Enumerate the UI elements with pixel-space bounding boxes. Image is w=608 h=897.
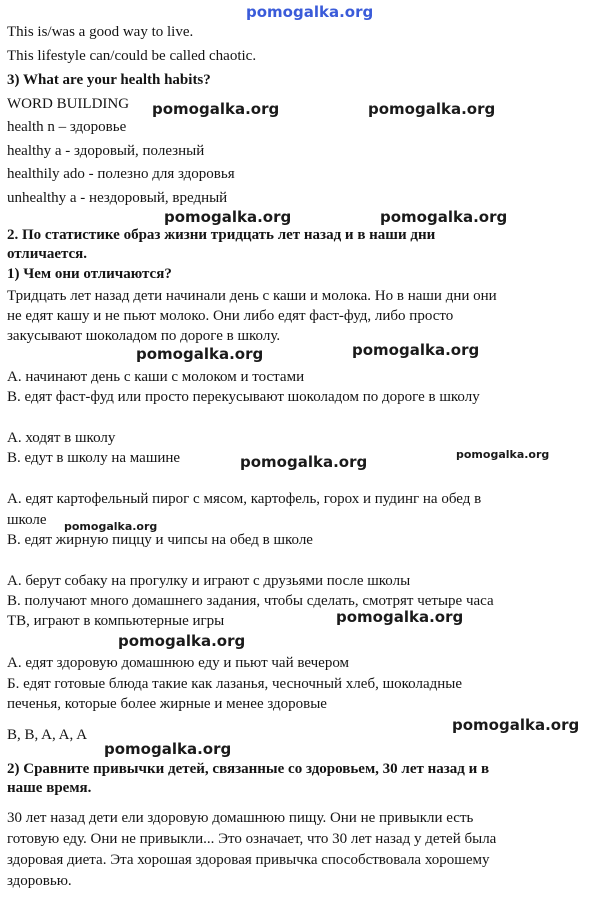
watermark: pomogalka.org xyxy=(368,100,496,118)
watermark: pomogalka.org xyxy=(136,345,264,363)
answer-line: А. ходят в школу xyxy=(7,430,116,446)
watermark: pomogalka.org xyxy=(456,448,550,461)
text-line: This is/was a good way to live. xyxy=(7,24,194,40)
question-heading: 1) Чем они отличаются? xyxy=(7,266,172,282)
watermark: pomogalka.org xyxy=(118,632,246,650)
answer-line: А. начинают день с каши с молоком и тостами xyxy=(7,369,305,385)
answer-line: В. едят фаст-фуд или просто перекусывают шоколадом по дороге в школу xyxy=(7,389,480,405)
answer-line: ТВ, играют в компьютерные игры xyxy=(7,613,225,629)
answer-line: школе xyxy=(7,512,47,528)
section-heading: WORD BUILDING xyxy=(7,96,130,112)
text-line: health n – здоровье xyxy=(7,119,127,135)
text-line: здоровью. xyxy=(7,873,72,889)
watermark: pomogalka.org xyxy=(336,608,464,626)
text-line: 30 лет назад дети ели здоровую домашнюю пищу. Они не привыкли есть xyxy=(7,810,474,826)
question-heading: наше время. xyxy=(7,780,92,796)
watermark: pomogalka.org xyxy=(104,740,232,758)
watermark-top: pomogalka.org xyxy=(246,3,374,21)
task-heading: отличается. xyxy=(7,246,88,262)
text-line: healthy a - здоровый, полезный xyxy=(7,143,205,159)
watermark: pomogalka.org xyxy=(452,716,580,734)
watermark: pomogalka.org xyxy=(380,208,508,226)
text-line: Тридцать лет назад дети начинали день с каши и молока. Но в наши дни они xyxy=(7,288,497,304)
answer-line: А. едят картофельный пирог с мясом, картофель, горох и пудинг на обед в xyxy=(7,491,482,507)
text-line: закусывают шоколадом по дороге в школу. xyxy=(7,328,281,344)
watermark: pomogalka.org xyxy=(64,520,158,533)
answer-line: В. едут в школу на машине xyxy=(7,450,181,466)
text-line: This lifestyle can/could be called chaotic. xyxy=(7,48,257,64)
answer-line: В. получают много домашнего задания, чтобы сделать, смотрят четыре часа xyxy=(7,593,494,609)
question-heading: 2) Сравните привычки детей, связанные со здоровьем, 30 лет назад и в xyxy=(7,761,490,777)
answer-line: В. едят жирную пиццу и чипсы на обед в школе xyxy=(7,532,313,548)
text-line: healthily ado - полезно для здоровья xyxy=(7,166,235,182)
watermark: pomogalka.org xyxy=(152,100,280,118)
task-heading: 2. По статистике образ жизни тридцать лет назад и в наши дни xyxy=(7,227,436,243)
text-line: здоровая диета. Эта хорошая здоровая привычка способствовала хорошему xyxy=(7,852,490,868)
watermark: pomogalka.org xyxy=(240,453,368,471)
answer-line: печенья, которые более жирные и менее здоровые xyxy=(7,696,327,712)
answer-line: Б. едят готовые блюда такие как лазанья, чесночный хлеб, шоколадные xyxy=(7,676,463,692)
text-line: не едят кашу и не пьют молоко. Они либо едят фаст-фуд, либо просто xyxy=(7,308,454,324)
answer-line: А. берут собаку на прогулку и играют с друзьями после школы xyxy=(7,573,411,589)
watermark: pomogalka.org xyxy=(352,341,480,359)
section-heading: 3) What are your health habits? xyxy=(7,72,211,88)
text-line: unhealthy a - нездоровый, вредный xyxy=(7,190,228,206)
answer-key: B, B, A, A, A xyxy=(7,727,88,743)
answer-line: А. едят здоровую домашнюю еду и пьют чай вечером xyxy=(7,655,350,671)
watermark: pomogalka.org xyxy=(164,208,292,226)
text-line: готовую еду. Они не привыкли... Это означает, что 30 лет назад у детей была xyxy=(7,831,497,847)
